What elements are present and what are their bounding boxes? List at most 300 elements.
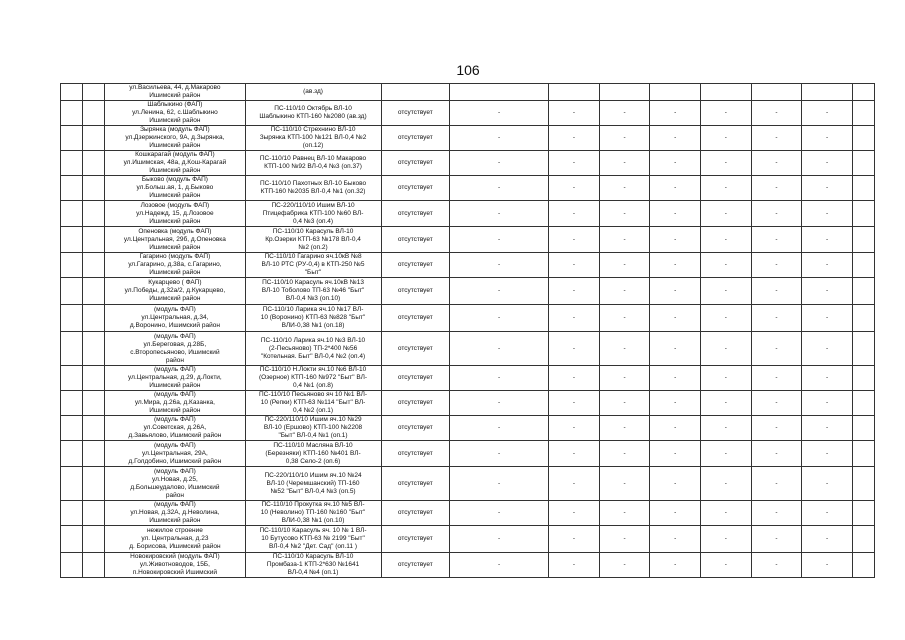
dash-cell: - [701, 151, 752, 176]
status-cell: отсутствует [381, 201, 450, 227]
power-source-line: ПС-110/10 Ларика яч.10 №17 ВЛ- [262, 306, 364, 313]
address-line: Ишимский район [149, 142, 201, 149]
dash-cell: - [599, 253, 650, 278]
power-source-line: (2-Песьяново) ТП-2*400 №56 [268, 344, 358, 352]
blank-cell [83, 201, 105, 227]
blank-cell [83, 151, 105, 176]
table-row [61, 416, 875, 441]
dash-cell: - [802, 366, 853, 391]
blank-cell [83, 553, 105, 578]
dash-cell: - [751, 305, 802, 332]
power-source-line: "Котельная. Быт" ВЛ-0,4 №2 (оп.4) [260, 352, 366, 360]
power-source-line: ПС-110/10 Октябрь ВЛ-10 [274, 105, 352, 112]
table-row [61, 201, 875, 227]
blank-cell [61, 151, 83, 176]
dash-cell: - [701, 227, 752, 253]
blank-cell [83, 501, 105, 526]
address-line: Кукарцево ( ФАП) [148, 279, 202, 286]
dash-cell [802, 84, 853, 101]
power-source-cell [245, 227, 381, 253]
blank-cell [852, 253, 874, 278]
power-source-line: ПС-110/10 Ларика яч.10 №3 ВЛ-10 [260, 336, 366, 344]
dash-cell: - [802, 391, 853, 416]
address-line: с.Второпесьяново, Ишимский [130, 348, 220, 356]
power-source-line: (Озерное) КТП-160 №972 "Быт" ВЛ- [259, 374, 368, 381]
dash-cell: - [599, 227, 650, 253]
power-source-line: 0,4 №1 (оп.8) [292, 382, 334, 389]
power-source-line: ВЛ-10 РТС (РУ-0,4) в КТП-250 №5 [261, 261, 365, 268]
power-source-cell [245, 553, 381, 578]
power-source-line: ВЛ-10 (Ершово) КТП-100 №2208 [263, 424, 363, 431]
dash-cell: - [549, 126, 600, 151]
address-cell [105, 526, 245, 553]
dash-cell: - [599, 332, 650, 366]
address-line: Ишимский район [149, 269, 201, 276]
dash-cell: - [802, 151, 853, 176]
dash-cell: - [802, 332, 853, 366]
power-source-line: ВЛ-10 Тоболово ТП-63 №46 "Быт" [261, 287, 365, 294]
address-line: Ишимский район [149, 92, 201, 99]
dash-cell: - [549, 151, 600, 176]
dash-cell: - [599, 416, 650, 441]
status-cell: отсутствует [381, 227, 450, 253]
power-source-line: ПС-220/110/10 Ишим яч.10 №29 [264, 416, 362, 423]
address-line: ул.Береговая, д.28Б, [143, 340, 207, 348]
power-source-cell [245, 253, 381, 278]
power-source-line: КТП-160 №2035 ВЛ-0,4 №1 (оп.32) [260, 188, 366, 195]
blank-cell [61, 176, 83, 201]
table-row [61, 441, 875, 467]
power-source-line: ПС-110/10 Карасуль ВЛ-10 [272, 227, 354, 235]
table-row [61, 176, 875, 201]
dash-cell: - [751, 278, 802, 305]
blank-cell [61, 305, 83, 332]
address-cell [105, 441, 245, 467]
dash-cell: - [802, 253, 853, 278]
status-cell: отсутствует [381, 151, 450, 176]
dash-cell: - [599, 553, 650, 578]
power-source-line: ПС-110/10 Масляна ВЛ-10 [273, 441, 353, 449]
dash-cell: - [650, 176, 701, 201]
blank-cell [852, 201, 874, 227]
address-line: Ишимский район [149, 382, 201, 389]
table-row [61, 526, 875, 553]
dash-cell: - [650, 126, 701, 151]
power-source-line: Зырянка КТП-100 №121 ВЛ-0,4 №2 [259, 134, 367, 141]
power-source-line: КТП-100 №92 ВЛ-0,4 №3 (оп.37) [264, 163, 362, 170]
blank-cell [83, 366, 105, 391]
address-line: ул.Центральная, 29б, д.Опеновка [123, 235, 226, 243]
status-cell: отсутствует [381, 126, 450, 151]
blank-cell [83, 441, 105, 467]
dash-cell: - [450, 253, 549, 278]
dash-cell [701, 84, 752, 101]
status-cell [381, 84, 450, 101]
address-line: ул.Центральная, д.34, [141, 314, 209, 321]
dash-cell: - [701, 101, 752, 126]
power-source-line: 0,4 №2 (оп.1) [292, 407, 334, 414]
dash-cell: - [802, 176, 853, 201]
dash-cell: - [751, 332, 802, 366]
power-source-line: ПС-220/110/10 Ишим яч.10 №24 [264, 471, 362, 479]
dash-cell: - [549, 332, 600, 366]
dash-cell: - [751, 253, 802, 278]
power-source-cell [245, 278, 381, 305]
dash-cell: - [650, 526, 701, 553]
dash-cell: - [701, 441, 752, 467]
blank-cell [852, 501, 874, 526]
address-line: (модуль ФАП) [153, 501, 196, 508]
dash-cell: - [802, 501, 853, 526]
address-line: ул.Больш.ая, 1, д.Быково [136, 184, 214, 191]
power-source-line: ВЛ-10 (Черемшанский) ТП-160 [266, 479, 360, 487]
dash-cell: - [450, 416, 549, 441]
blank-cell [852, 332, 874, 366]
power-source-cell [245, 176, 381, 201]
address-line: ул.Новая, д.32А, д.Неволина, [130, 509, 220, 516]
address-line: д.Большеудалово, Ишимский [130, 483, 220, 491]
dash-cell: - [549, 391, 600, 416]
data-table [60, 83, 875, 578]
table-row [61, 227, 875, 253]
blank-cell [83, 101, 105, 126]
address-line: (модуль ФАП) [153, 391, 196, 398]
dash-cell: - [599, 201, 650, 227]
address-line: ул.Советская, д.26А, [143, 424, 207, 431]
address-cell [105, 176, 245, 201]
power-source-cell [245, 332, 381, 366]
address-line: нежилое строение [146, 527, 203, 534]
dash-cell: - [751, 201, 802, 227]
dash-cell: - [802, 126, 853, 151]
dash-cell: - [701, 501, 752, 526]
power-source-cell [245, 151, 381, 176]
blank-cell [83, 278, 105, 305]
power-source-line: "Быт" ВЛ-0,4 №1 (оп.1) [278, 432, 348, 439]
power-source-cell [245, 441, 381, 467]
blank-cell [61, 501, 83, 526]
blank-cell [61, 391, 83, 416]
address-line: (модуль ФАП) [153, 366, 196, 373]
status-cell: отсутствует [381, 176, 450, 201]
dash-cell: - [751, 467, 802, 501]
status-cell: отсутствует [381, 553, 450, 578]
blank-cell [83, 391, 105, 416]
table-row [61, 467, 875, 501]
status-cell: отсутствует [381, 253, 450, 278]
dash-cell: - [549, 467, 600, 501]
dash-cell: - [599, 441, 650, 467]
address-line: Опеновка (модуль ФАП) [138, 227, 212, 235]
power-source-line: 0,4 №3 (оп.4) [292, 217, 334, 225]
blank-cell [852, 467, 874, 501]
dash-cell: - [450, 467, 549, 501]
table-row [61, 553, 875, 578]
blank-cell [61, 416, 83, 441]
blank-cell [61, 441, 83, 467]
power-source-line: ПС-110/10 Карасуль яч.10кВ №13 [262, 279, 364, 286]
dash-cell: - [450, 305, 549, 332]
dash-cell: - [751, 553, 802, 578]
dash-cell: - [450, 176, 549, 201]
address-line: ул.Победы, д.32а/2, д.Кукарцево, [124, 287, 226, 294]
table-row [61, 278, 875, 305]
blank-cell [83, 126, 105, 151]
status-cell: отсутствует [381, 526, 450, 553]
address-line: ул.Надежд, 15, д.Лозовое [136, 209, 214, 217]
power-source-line: ВЛ-0,4 №4 (оп.1) [287, 569, 339, 576]
table-row [61, 253, 875, 278]
dash-cell: - [650, 467, 701, 501]
dash-cell: - [751, 126, 802, 151]
address-line: (модуль ФАП) [153, 467, 196, 475]
power-source-cell [245, 305, 381, 332]
dash-cell [650, 84, 701, 101]
dash-cell: - [701, 416, 752, 441]
dash-cell: - [802, 526, 853, 553]
dash-cell: - [802, 101, 853, 126]
dash-cell: - [802, 467, 853, 501]
power-source-line: ВЛИ-0,38 №1 (оп.18) [281, 322, 345, 329]
address-line: ул.Новая, д.25, [152, 475, 198, 483]
dash-cell: - [450, 391, 549, 416]
power-source-line: 10 (Неволино) ТП-160 №160 "Быт" [260, 509, 366, 516]
address-line: ул.Васильева, 44, д.Макарово [129, 84, 221, 91]
dash-cell: - [599, 126, 650, 151]
address-line: Ишимский район [149, 192, 201, 199]
dash-cell: - [650, 366, 701, 391]
table-row [61, 84, 875, 101]
blank-cell [61, 332, 83, 366]
dash-cell: - [701, 467, 752, 501]
dash-cell: - [650, 332, 701, 366]
power-source-line: 0,38 Село-2 (оп.6) [285, 457, 341, 465]
blank-cell [83, 227, 105, 253]
power-source-line: ПС-110/10 Стрехнино ВЛ-10 [270, 126, 356, 133]
address-cell [105, 101, 245, 126]
dash-cell: - [751, 416, 802, 441]
blank-cell [852, 151, 874, 176]
blank-cell [61, 227, 83, 253]
blank-cell [61, 253, 83, 278]
power-source-line: ПС-110/10 Равнец ВЛ-10 Макарово [259, 155, 367, 162]
blank-cell [852, 126, 874, 151]
dash-cell: - [650, 416, 701, 441]
status-cell: отсутствует [381, 416, 450, 441]
dash-cell: - [650, 391, 701, 416]
dash-cell: - [701, 253, 752, 278]
dash-cell: - [802, 441, 853, 467]
power-source-line: (оп.12) [302, 142, 324, 149]
address-cell [105, 305, 245, 332]
address-line: ул.Мира, д.26а, д.Казанка, [134, 399, 215, 406]
address-line: ул.Дзержинского, 9А, д.Зырянка, [125, 134, 225, 141]
dash-cell: - [450, 366, 549, 391]
dash-cell: - [549, 101, 600, 126]
address-cell [105, 553, 245, 578]
blank-cell [852, 84, 874, 101]
power-source-cell [245, 201, 381, 227]
table-row [61, 151, 875, 176]
dash-cell: - [450, 501, 549, 526]
dash-cell: - [599, 391, 650, 416]
blank-cell [61, 126, 83, 151]
power-source-line: ПС-110/10 Гагарино яч.10кВ №8 [264, 253, 362, 260]
status-cell: отсутствует [381, 305, 450, 332]
dash-cell: - [650, 501, 701, 526]
power-source-line: Кр.Озерки КТП-63 №178 ВЛ-0,4 [265, 235, 361, 243]
status-cell: отсутствует [381, 391, 450, 416]
address-line: Ишимский район [149, 243, 201, 251]
address-cell [105, 253, 245, 278]
dash-cell: - [549, 501, 600, 526]
dash-cell: - [599, 176, 650, 201]
dash-cell: - [701, 278, 752, 305]
address-line: (модуль ФАП) [153, 332, 196, 340]
address-cell [105, 84, 245, 101]
address-line: д.Голдобино, Ишимский район [128, 457, 222, 465]
power-source-cell [245, 416, 381, 441]
power-source-line: ПС-110/10 Пахотных ВЛ-10 Быково [259, 180, 367, 187]
address-line: (модуль ФАП) [153, 306, 196, 313]
blank-cell [852, 553, 874, 578]
blank-cell [83, 253, 105, 278]
blank-cell [61, 84, 83, 101]
power-source-line: "Быт" [304, 269, 322, 276]
dash-cell: - [701, 391, 752, 416]
dash-cell: - [751, 101, 802, 126]
dash-cell: - [549, 305, 600, 332]
dash-cell: - [650, 151, 701, 176]
blank-cell [61, 467, 83, 501]
power-source-line: ПС-220/110/10 Ишим ВЛ-10 [271, 201, 355, 209]
dash-cell: - [599, 305, 650, 332]
address-line: Ишимский район [149, 407, 201, 414]
address-line: Лозовое (модуль ФАП) [140, 201, 210, 209]
address-line: район [165, 491, 184, 499]
dash-cell: - [549, 441, 600, 467]
dash-cell: - [701, 176, 752, 201]
address-line: (модуль ФАП) [153, 441, 196, 449]
power-source-cell [245, 101, 381, 126]
dash-cell: - [751, 151, 802, 176]
address-line: д. Борисова, Ишимский район [129, 543, 221, 550]
dash-cell: - [701, 201, 752, 227]
dash-cell: - [450, 278, 549, 305]
dash-cell: - [549, 416, 600, 441]
blank-cell [61, 553, 83, 578]
power-source-line: ВЛИ-0,38 №1 (оп.10) [281, 517, 345, 524]
status-cell: отсутствует [381, 278, 450, 305]
power-source-line: №52 "Быт" ВЛ-0,4 №3 (оп.5) [270, 487, 356, 495]
power-source-line: (Березняки) КТП-160 №401 ВЛ- [265, 449, 361, 457]
dash-cell: - [701, 526, 752, 553]
address-line: район [165, 356, 184, 364]
dash-cell: - [751, 176, 802, 201]
dash-cell: - [751, 227, 802, 253]
blank-cell [852, 416, 874, 441]
dash-cell: - [701, 305, 752, 332]
dash-cell: - [701, 366, 752, 391]
address-line: ул.Гагарино, д.38а, с.Гагарино, [128, 261, 222, 268]
dash-cell [549, 84, 600, 101]
table-row [61, 101, 875, 126]
blank-cell [852, 366, 874, 391]
dash-cell: - [751, 366, 802, 391]
blank-cell [83, 467, 105, 501]
dash-cell: - [802, 201, 853, 227]
address-line: ул.Ленина, 62, с.Шаблыкино [132, 109, 218, 116]
power-source-line: Птицефабрика КТП-100 №60 ВЛ- [262, 209, 364, 217]
address-line: Новокировский (модуль ФАП) [130, 553, 220, 560]
address-cell [105, 366, 245, 391]
status-cell: отсутствует [381, 467, 450, 501]
dash-cell: - [450, 201, 549, 227]
address-cell [105, 278, 245, 305]
status-cell: отсутствует [381, 366, 450, 391]
dash-cell: - [599, 526, 650, 553]
address-cell [105, 467, 245, 501]
dash-cell: - [650, 278, 701, 305]
dash-cell: - [650, 101, 701, 126]
dash-cell: - [802, 416, 853, 441]
status-cell: отсутствует [381, 332, 450, 366]
power-source-cell [245, 126, 381, 151]
table-row [61, 332, 875, 366]
blank-cell [852, 227, 874, 253]
address-line: Гагарино (модуль ФАП) [139, 253, 211, 260]
power-source-line: 10 Бутусово КТП-63 № 2199 "Быт" [261, 535, 365, 542]
address-line: Ишимский район [149, 117, 201, 124]
dash-cell: - [549, 201, 600, 227]
dash-cell: - [650, 201, 701, 227]
address-line: Шаблыкино (ФАП) [147, 101, 203, 108]
table-row [61, 366, 875, 391]
table-row [61, 501, 875, 526]
blank-cell [852, 101, 874, 126]
blank-cell [61, 101, 83, 126]
dash-cell: - [450, 332, 549, 366]
table-row [61, 391, 875, 416]
blank-cell [852, 391, 874, 416]
address-line: п.Новокировский Ишимский [132, 569, 217, 576]
power-source-line: Шаблыкино КТП-160 №2080 (ав.зд) [259, 113, 367, 120]
dash-cell: - [802, 278, 853, 305]
dash-cell: - [549, 253, 600, 278]
power-source-line: ПС-110/10 Карасуль ВЛ-10 [272, 553, 354, 560]
blank-cell [852, 441, 874, 467]
blank-cell [852, 176, 874, 201]
blank-cell [852, 305, 874, 332]
address-cell [105, 332, 245, 366]
address-cell [105, 501, 245, 526]
blank-cell [852, 278, 874, 305]
dash-cell: - [650, 227, 701, 253]
address-cell [105, 227, 245, 253]
dash-cell: - [751, 526, 802, 553]
address-cell [105, 416, 245, 441]
dash-cell: - [701, 126, 752, 151]
dash-cell: - [450, 526, 549, 553]
blank-cell [61, 278, 83, 305]
dash-cell: - [549, 526, 600, 553]
blank-cell [61, 526, 83, 553]
power-source-line: 10 (Воронино) КТП-63 №828 "Быт" [260, 314, 366, 321]
dash-cell: - [450, 101, 549, 126]
address-line: ул.Центральная, д.29, д.Локти, [128, 374, 222, 381]
dash-cell: - [599, 501, 650, 526]
dash-cell: - [751, 391, 802, 416]
